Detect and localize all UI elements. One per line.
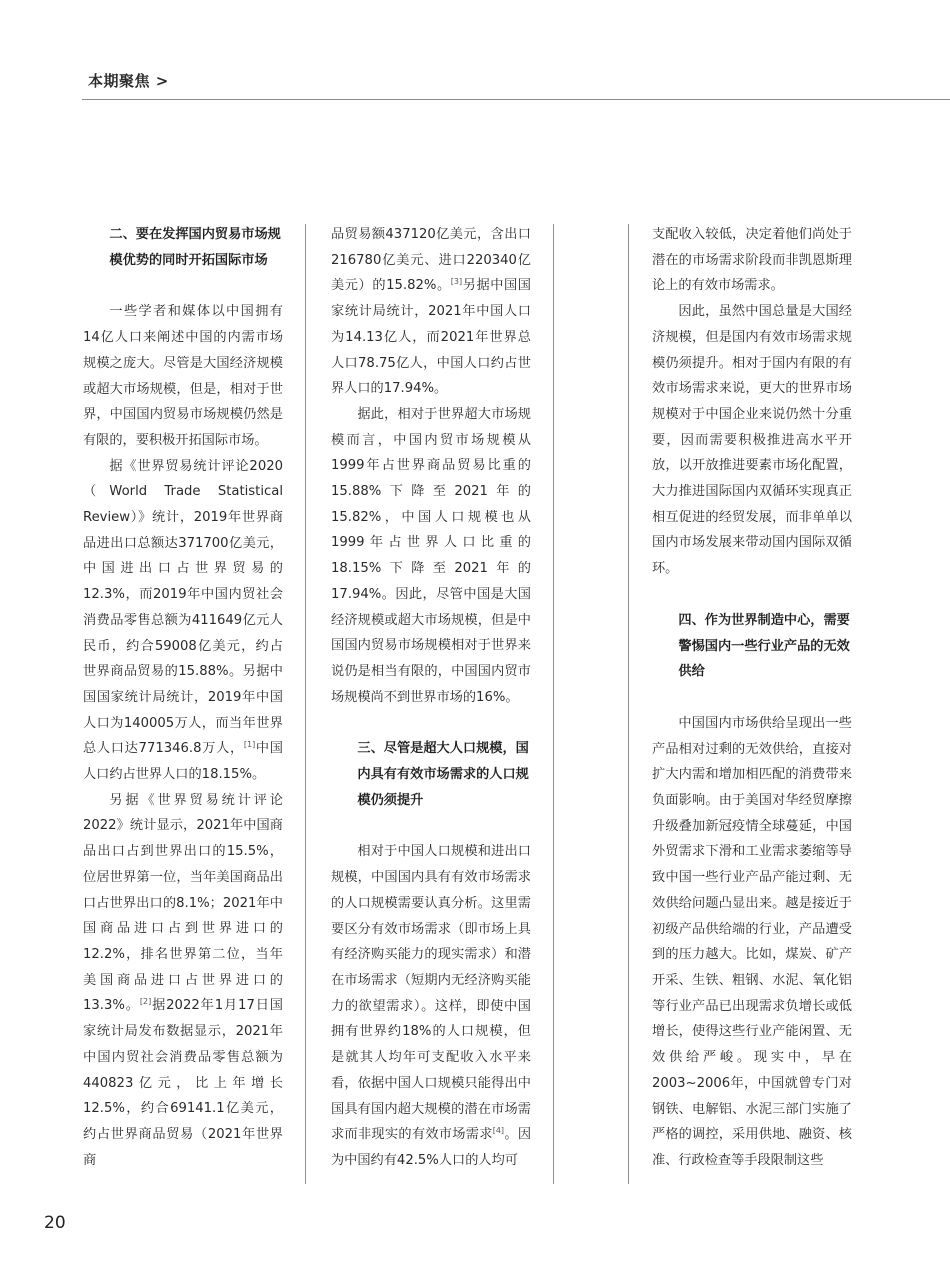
paragraph [331, 839, 531, 1173]
paragraph-text: 据2022年1月17日国家统计局发布数据显示，2021年中国内贸社会消费品零售总额为440823亿元，比上年增长12.5%，约合69141.1亿美元，约占世界商品贸易（2021年世界商 [83, 998, 283, 1168]
paragraph-text: 另据中国国家统计局统计，2021年中国人口为14.13亿人，而2021年世界总人口78.75亿人，中国人口约占世界人口的17.94%。 [331, 278, 531, 397]
paragraph-continued: 支配收入较低，决定着他们尚处于潜在的市场需求阶段而非凯恩斯理论上的有效市场需求。 [652, 227, 852, 294]
paragraph: 据此，相对于世界超大市场规模而言，中国内贸市场规模从1999年占世界商品贸易比重的15.88%下降至2021年的15.82%，中国人口规模也从1999年占世界人口比重的18.15%下降至2021年的17.94%。因此，尽管中国是大国经济规模或超大市场规模，但是中国国内贸易市场规模相对于世界来说仍是相当有限的，中国国内贸市场规模尚不到世界市场的16%。 [331, 406, 531, 705]
paragraph-text: 相对于中国人口规模和进出口规模，中国国内具有有效市场需求的人口规模需要认真分析。这里需要区分有效市场需求（即市场上具有经济购买能力的现实需求）和潜在市场需求（短期内无经济购买能力的欲望需求）。这样，即使中国拥有世界约18%的人口规模，但是就其人均年可支配收入水平来看，依据中国人口规模只能得出中国具有国内超大规模的潜在市场需求而非现实的有效市场需求 [331, 844, 531, 1143]
section-label: 本期聚焦 > [88, 72, 169, 90]
footnote-ref-1: [1] [243, 740, 256, 750]
section-heading-4: 四、作为世界制造中心，需要警惕国内一些行业产品的无效供给 [678, 612, 850, 680]
paragraph: 中国国内市场供给呈现出一些产品相对过剩的无效供给，直接对扩大内需和增加相匹配的消费带来负面影响。由于美国对华经贸摩擦升级叠加新冠疫情全球蔓延，中国外贸需求下滑和工业需求萎缩等导致中国一些行业产品产能过剩、无效供给问题凸显出来。越是接近于初级产品供给端的行业，产品遭受到的压力越大。比如，煤炭、矿产开采、生铁、粗钢、水泥、氧化铝等行业产品已出现需求负增长或低增长，使得这些行业产能闲置、无效供给严峻。现实中，早在2003~2006年，中国就曾专门对钢铁、电解铝、水泥三部门实施了严格的调控，采用供地、融资、核准、行政检查等手段限制这些 [652, 715, 852, 1168]
section-heading-2: 二、要在发挥国内贸易市场规模优势的同时开拓国际市场 [109, 227, 281, 268]
section-heading-3: 三、尽管是超大人口规模，国内具有有效市场需求的人口规模仍须提升 [357, 741, 529, 808]
paragraph: 一些学者和媒体以中国拥有14亿人口来阐述中国的内需市场规模之庞大。尽管是大国经济规模或超大市场规模，但是，相对于世界，中国国内贸易市场规模仍然是有限的，要积极开拓国际市场。 [83, 304, 283, 448]
paragraph [83, 788, 283, 1174]
paragraph-text: 。因为中国约有42.5%人口的人均可 [331, 1127, 532, 1168]
article-column-1 [83, 222, 283, 1173]
column-divider-3 [628, 224, 629, 1184]
column-divider-2 [553, 224, 554, 1184]
page-number: 20 [44, 1213, 66, 1233]
paragraph: 因此，虽然中国总量是大国经济规模，但是国内有效市场需求规模仍须提升。相对于国内有限的有效市场需求来说，更大的世界市场规模对于中国企业来说仍然十分重要，因而需要积极推进高水平开放，以开放推进要素市场化配置，大力推进国际国内双循环实现真正相互促进的经贸发展，而非单单以国内市场发展来带动国内国际双循环。 [652, 304, 852, 577]
article-column-2 [331, 222, 531, 1174]
footnote-ref-4: [4] [492, 1126, 505, 1136]
footnote-ref-3: [3] [450, 277, 463, 287]
footnote-ref-2: [2] [139, 997, 152, 1007]
paragraph-text: 据《世界贸易统计评论2020（World Trade Statistical Review）》统计，2019年世界商品进出口总额达371700亿美元，中国进出口占世界贸易的12.3%，而2019年中国内贸社会消费品零售总额为411649亿元人民币，约合59008亿美元，约占世界商品贸易的15.88%。另据中国国家统计局统计，2019年中国人口为140005万人，而当年世界总人口达771346.8万人， [83, 458, 283, 757]
paragraph [83, 454, 283, 788]
paragraph-text: 中国人口约占世界人口的18.15%。 [83, 741, 283, 783]
header-divider [82, 99, 950, 100]
paragraph-text: 品贸易额437120亿美元，含出口216780亿美元、进口220340亿美元）的15.82%。 [331, 227, 531, 294]
paragraph-text: 另据《世界贸易统计评论2022》统计显示，2021年中国商品出口占到世界出口的15.5%，位居世界第一位，当年美国商品出口占世界出口的8.1%；2021年中国商品进口占到世界进口的12.2%，排名世界第二位，当年美国商品进口占世界进口的13.3%。 [83, 792, 283, 1014]
paragraph-continued [331, 222, 531, 402]
column-divider-1 [305, 224, 306, 1184]
article-column-3 [652, 222, 852, 1174]
